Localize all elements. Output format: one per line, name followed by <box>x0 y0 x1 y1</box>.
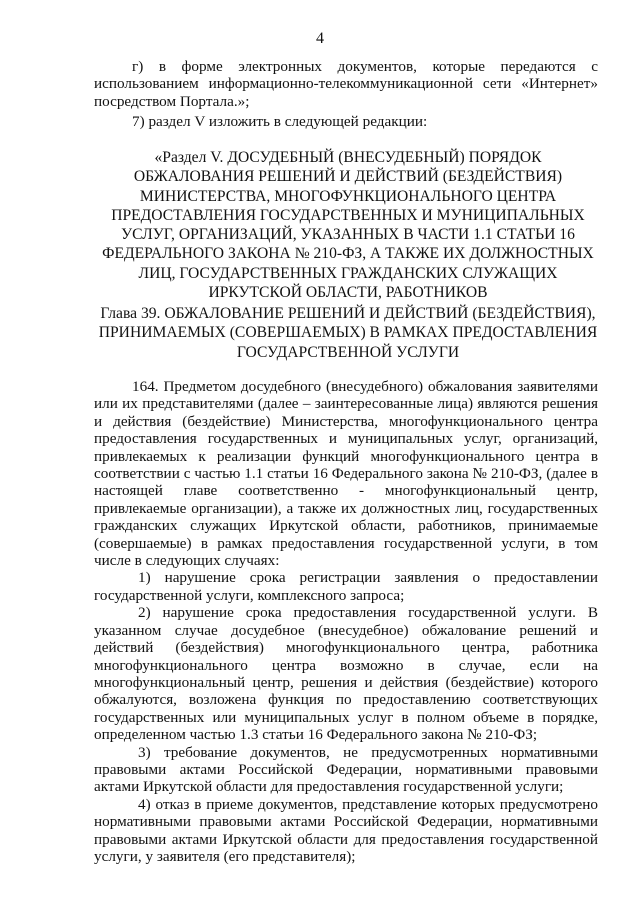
paragraph-item-g: г) в форме электронных документов, которые передаются с использованием информационно-телекоммуникационной сети «Интернет» посредством Портала.»; <box>94 58 598 110</box>
intro-block <box>94 58 598 131</box>
page-number: 4 <box>316 30 324 47</box>
list-item-4: 4) отказ в приеме документов, представление которых предусмотрено нормативными правовыми актами Российской Федерации, нормативными правовыми актами Иркутской области для предоставления государственной услуги, у заявителя (его представителя); <box>94 795 598 865</box>
paragraph-164: 164. Предметом досудебного (внесудебного) обжалования заявителями или их представителями (далее – заинтересованные лица) являются решения и действия (бездействие) Министерства, многофункционального центра предоставления государственных и муниципальных услуг, организаций, привлекаемых к реализации функций многофункционального центра в соответствии с частью 1.1 статьи 16 Федерального закона № 210-ФЗ, (далее в настоящей главе соответственно - многофункциональный центр, привлекаемые организации), а также их должностных лиц, государственных гражданских служащих Иркутской области, работников, принимаемые (совершаемые) в рамках предоставления государственной услуги, в том числе в следующих случаях: <box>94 378 598 570</box>
main-text <box>94 378 598 865</box>
paragraph-item-7: 7) раздел V изложить в следующей редакции: <box>132 113 428 131</box>
chapter-heading: Глава 39. ОБЖАЛОВАНИЕ РЕШЕНИЙ И ДЕЙСТВИЙ (БЕЗДЕЙСТВИЯ), ПРИНИМАЕМЫХ (СОВЕРШАЕМЫХ) В РАМКАХ ПРЕДОСТАВЛЕНИЯ ГОСУДАРСТВЕННОЙ УСЛУГИ <box>98 305 598 361</box>
list-item-3: 3) требование документов, не предусмотренных нормативными правовыми актами Российской Федерации, нормативными правовыми актами Иркутской области для предоставления государственной услуги; <box>94 743 598 796</box>
section-heading: «Раздел V. ДОСУДЕБНЫЙ (ВНЕСУДЕБНЫЙ) ПОРЯДОК ОБЖАЛОВАНИЯ РЕШЕНИЙ И ДЕЙСТВИЙ (БЕЗДЕЙСТВИЯ) МИНИСТЕРСТВА, МНОГОФУНКЦИОНАЛЬНОГО ЦЕНТРА ПРЕДОСТАВЛЕНИЯ ГОСУДАРСТВЕННЫХ И МУНИЦИПАЛЬНЫХ УСЛУГ, ОРГАНИЗАЦИЙ, УКАЗАННЫХ В ЧАСТИ 1.1 СТАТЬИ 16 ФЕДЕРАЛЬНОГО ЗАКОНА № 210-ФЗ, А ТАКЖЕ ИХ ДОЛЖНОСТНЫХ ЛИЦ, ГОСУДАРСТВЕННЫХ ГРАЖДАНСКИХ СЛУЖАЩИХ ИРКУТСКОЙ ОБЛАСТИ, РАБОТНИКОВ <box>102 149 594 302</box>
list-item-1: 1) нарушение срока регистрации заявления о предоставлении государственной услуги, комплексного запроса; <box>94 569 598 604</box>
list-item-2: 2) нарушение срока предоставления государственной услуги. В указанном случае досудебное (внесудебное) обжалование решений и действий (бездействия) многофункционального центра, работника многофункционального центра возможно в случае, если на многофункциональный центр, решения и действия (бездействие) которого обжалуются, возложена функция по предоставлению соответствующих государственных или муниципальных услуг в полном объеме в порядке, определенном частью 1.3 статьи 16 Федерального закона № 210-ФЗ; <box>94 604 598 744</box>
